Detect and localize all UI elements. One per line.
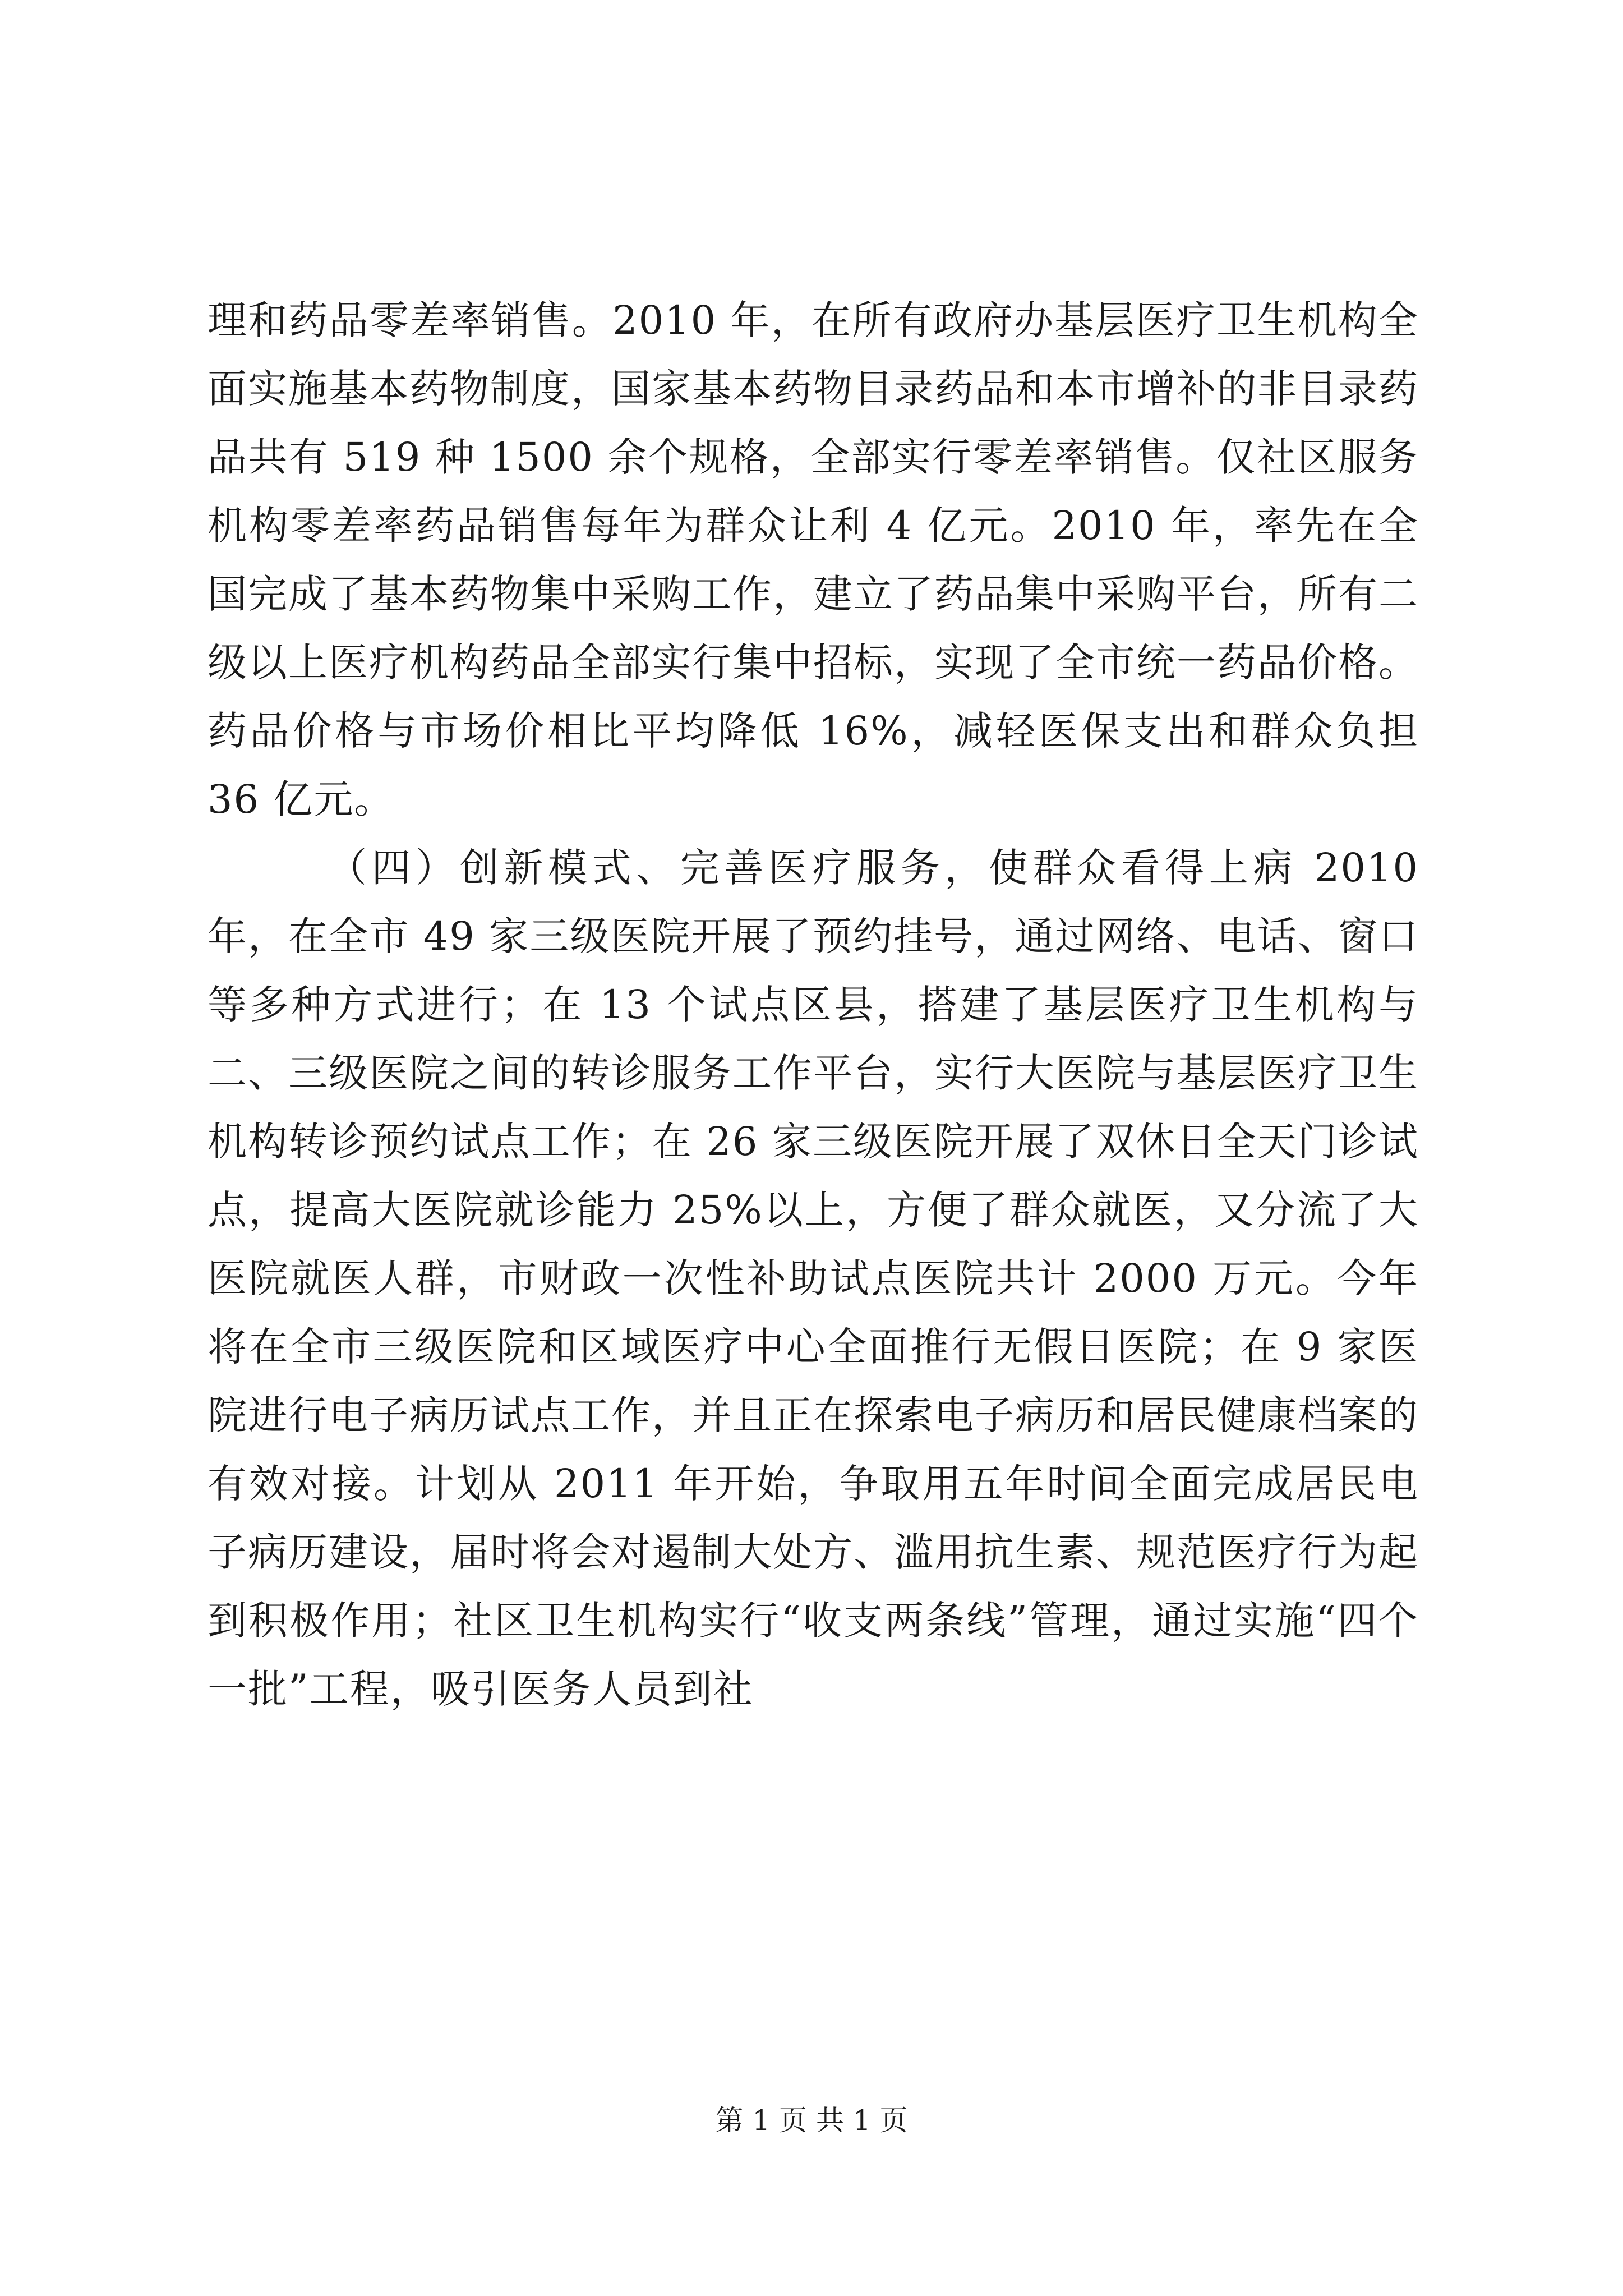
paragraph-continuation: 理和药品零差率销售。2010 年，在所有政府办基层医疗卫生机构全面实施基本药物制度，国家基本药物目录药品和本市增补的非目录药品共有 519 种 1500 余个规格，全部实行零差率销售。仅社区服务机构零差率药品销售每年为群众让利 4 亿元。2010 年，率先在全国完成了基本药物集中采购工作，建立了药品集中采购平台，所有二级以上医疗机构药品全部实行集中招标，实现了全市统一药品价格。药品价格与市场价相比平均降低 16%，减轻医保支出和群众负担 36 亿元。 bbox=[208, 297, 1419, 822]
body-text bbox=[208, 286, 1419, 1723]
page-footer: 第 1 页 共 1 页 bbox=[715, 2104, 908, 2137]
paragraph-section-four: （四）创新模式、完善医疗服务，使群众看得上病 2010 年，在全市 49 家三级医院开展了预约挂号，通过网络、电话、窗口等多种方式进行；在 13 个试点区县，搭建了基层医疗卫生机构与二、三级医院之间的转诊服务工作平台，实行大医院与基层医疗卫生机构转诊预约试点工作；在 26 家三级医院开展了双休日全天门诊试点，提高大医院就诊能力 25%以上，方便了群众就医，又分流了大医院就医人群，市财政一次性补助试点医院共计 2000 万元。今年将在全市三级医院和区域医疗中心全面推行无假日医院；在 9 家医院进行电子病历试点工作，并且正在探索电子病历和居民健康档案的有效对接。计划从 2011 年开始，争取用五年时间全面完成居民电子病历建设，届时将会对遏制大处方、滥用抗生素、规范医疗行为起到积极作用；社区卫生机构实行“收支两条线”管理，通过实施“四个一批”工程，吸引医务人员到社 bbox=[208, 845, 1419, 1712]
